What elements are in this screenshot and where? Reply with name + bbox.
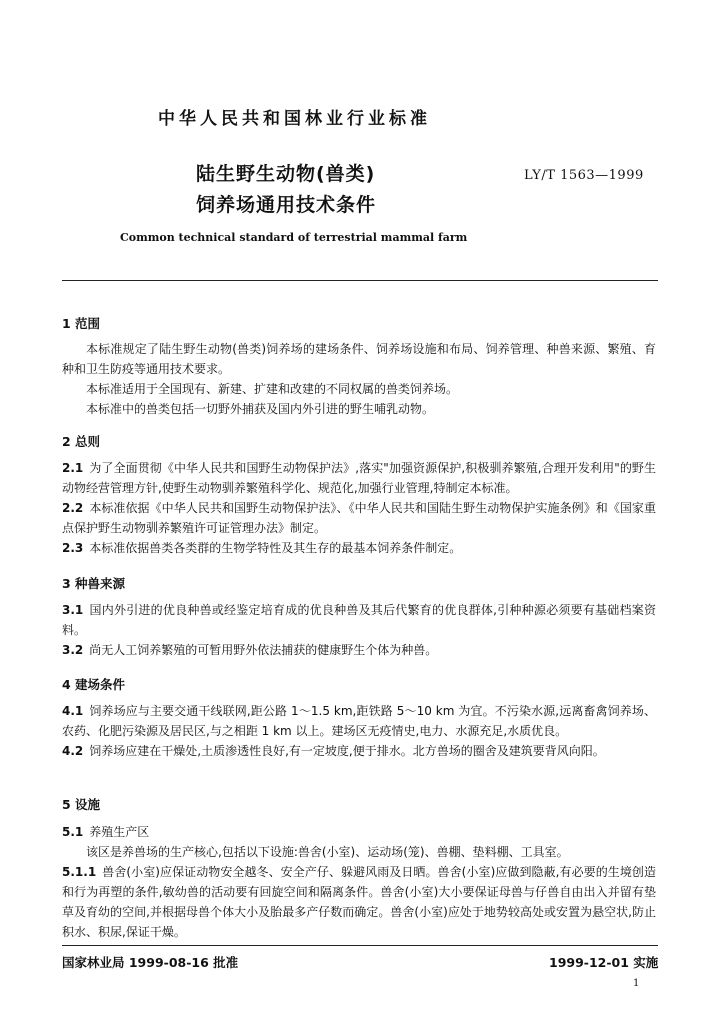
clause-number: 3.1 xyxy=(62,603,84,617)
section-2-heading: 2 总则 xyxy=(62,434,101,449)
clause-title: 养殖生产区 xyxy=(89,825,150,839)
implementation-date: 1999-12-01 实施 xyxy=(549,955,659,970)
clause-text: 兽舍(小室)应保证动物安全越冬、安全产仔、躲避风雨及日晒。兽舍(小室)应做到隐蔽,有必要的生境创造和行为再塑的条件,敏幼兽的活动要有回旋空间和隔离条件。兽舍(小室)大小要保证母兽与仔兽自由出入并留有垫草及育幼的空间,并根据母兽个体大小及胎最多产仔数而确定。兽舍(小室)应处于地势较高处或安置为悬空状,防止积水、积尿,保证干燥。 xyxy=(62,865,656,939)
clause-text: 为了全面贯彻《中华人民共和国野生动物保护法》,落实"加强资源保护,积极驯养繁殖,合理开发利用"的野生动物经营管理方针,使野生动物驯养繁殖科学化、规范化,加强行业管理,特制定本标准。 xyxy=(62,461,656,495)
approval-date: 国家林业局 1999-08-16 批准 xyxy=(62,955,239,970)
clause-2-2 xyxy=(62,498,656,538)
standard-title-line2: 饲养场通用技术条件 xyxy=(196,194,377,216)
standard-title-line1: 陆生野生动物(兽类) xyxy=(196,163,376,185)
issuing-authority: 中华人民共和国林业行业标准 xyxy=(158,109,431,129)
section-5-heading: 5 设施 xyxy=(62,797,101,812)
section-1-paragraph-3: 本标准中的兽类包括一切野外捕获及国内外引进的野生哺乳动物。 xyxy=(86,402,435,416)
clause-5-1-1 xyxy=(62,862,656,942)
clause-number: 2.2 xyxy=(62,501,84,515)
clause-text: 饲养场应与主要交通干线联网,距公路 1～1.5 km,距铁路 5～10 km 为宜。不污染水源,远离畜禽饲养场、农药、化肥污染源及居民区,与之相距 1 km 以上。建场区无疫情史,电力、水源充足,水质优良。 xyxy=(62,704,656,738)
page-number: 1 xyxy=(633,978,640,989)
clause-3-2 xyxy=(62,640,656,660)
clause-4-1 xyxy=(62,701,656,741)
clause-number: 5.1.1 xyxy=(62,865,97,879)
clause-text: 本标准依据兽类各类群的生物学特性及其生存的最基本饲养条件制定。 xyxy=(89,541,462,555)
clause-2-1 xyxy=(62,458,656,498)
footer-divider xyxy=(62,945,658,946)
clause-4-2 xyxy=(62,741,656,761)
clause-number: 4.2 xyxy=(62,744,84,758)
clause-5-1-body: 该区是养兽场的生产核心,包括以下设施:兽舍(小室)、运动场(笼)、兽棚、垫料棚、工具室。 xyxy=(86,845,569,859)
section-1-paragraph-1: 本标准规定了陆生野生动物(兽类)饲养场的建场条件、饲养场设施和布局、饲养管理、种兽来源、繁殖、育种和卫生防疫等通用技术要求。 xyxy=(62,342,656,376)
header-divider xyxy=(62,280,658,281)
clause-text: 尚无人工饲养繁殖的可暂用野外依法捕获的健康野生个体为种兽。 xyxy=(89,643,438,657)
clause-number: 2.1 xyxy=(62,461,84,475)
section-4-heading: 4 建场条件 xyxy=(62,677,126,692)
clause-number: 5.1 xyxy=(62,825,84,839)
clause-2-3 xyxy=(62,538,656,558)
clause-number: 2.3 xyxy=(62,541,84,555)
section-1-heading: 1 范围 xyxy=(62,316,101,331)
section-3-heading: 3 种兽来源 xyxy=(62,576,126,591)
clause-number: 3.2 xyxy=(62,643,84,657)
clause-3-1 xyxy=(62,600,656,640)
clause-text: 国内外引进的优良种兽或经鉴定培育成的优良种兽及其后代繁育的优良群体,引种种源必须要有基础档案资料。 xyxy=(62,603,656,637)
section-1-paragraph-2: 本标准适用于全国现有、新建、扩建和改建的不同权属的兽类饲养场。 xyxy=(86,382,459,396)
clause-text: 本标准依据《中华人民共和国野生动物保护法》、《中华人民共和国陆生野生动物保护实施条例》和《国家重点保护野生动物驯养繁殖许可证管理办法》制定。 xyxy=(62,501,656,535)
standard-number: LY/T 1563—1999 xyxy=(524,168,644,183)
clause-number: 4.1 xyxy=(62,704,84,718)
english-title: Common technical standard of terrestrial mammal farm xyxy=(120,231,468,244)
clause-text: 饲养场应建在干燥处,土质渗透性良好,有一定坡度,便于排水。北方兽场的圈舍及建筑要背风向阳。 xyxy=(89,744,605,758)
clause-5-1 xyxy=(62,822,656,842)
